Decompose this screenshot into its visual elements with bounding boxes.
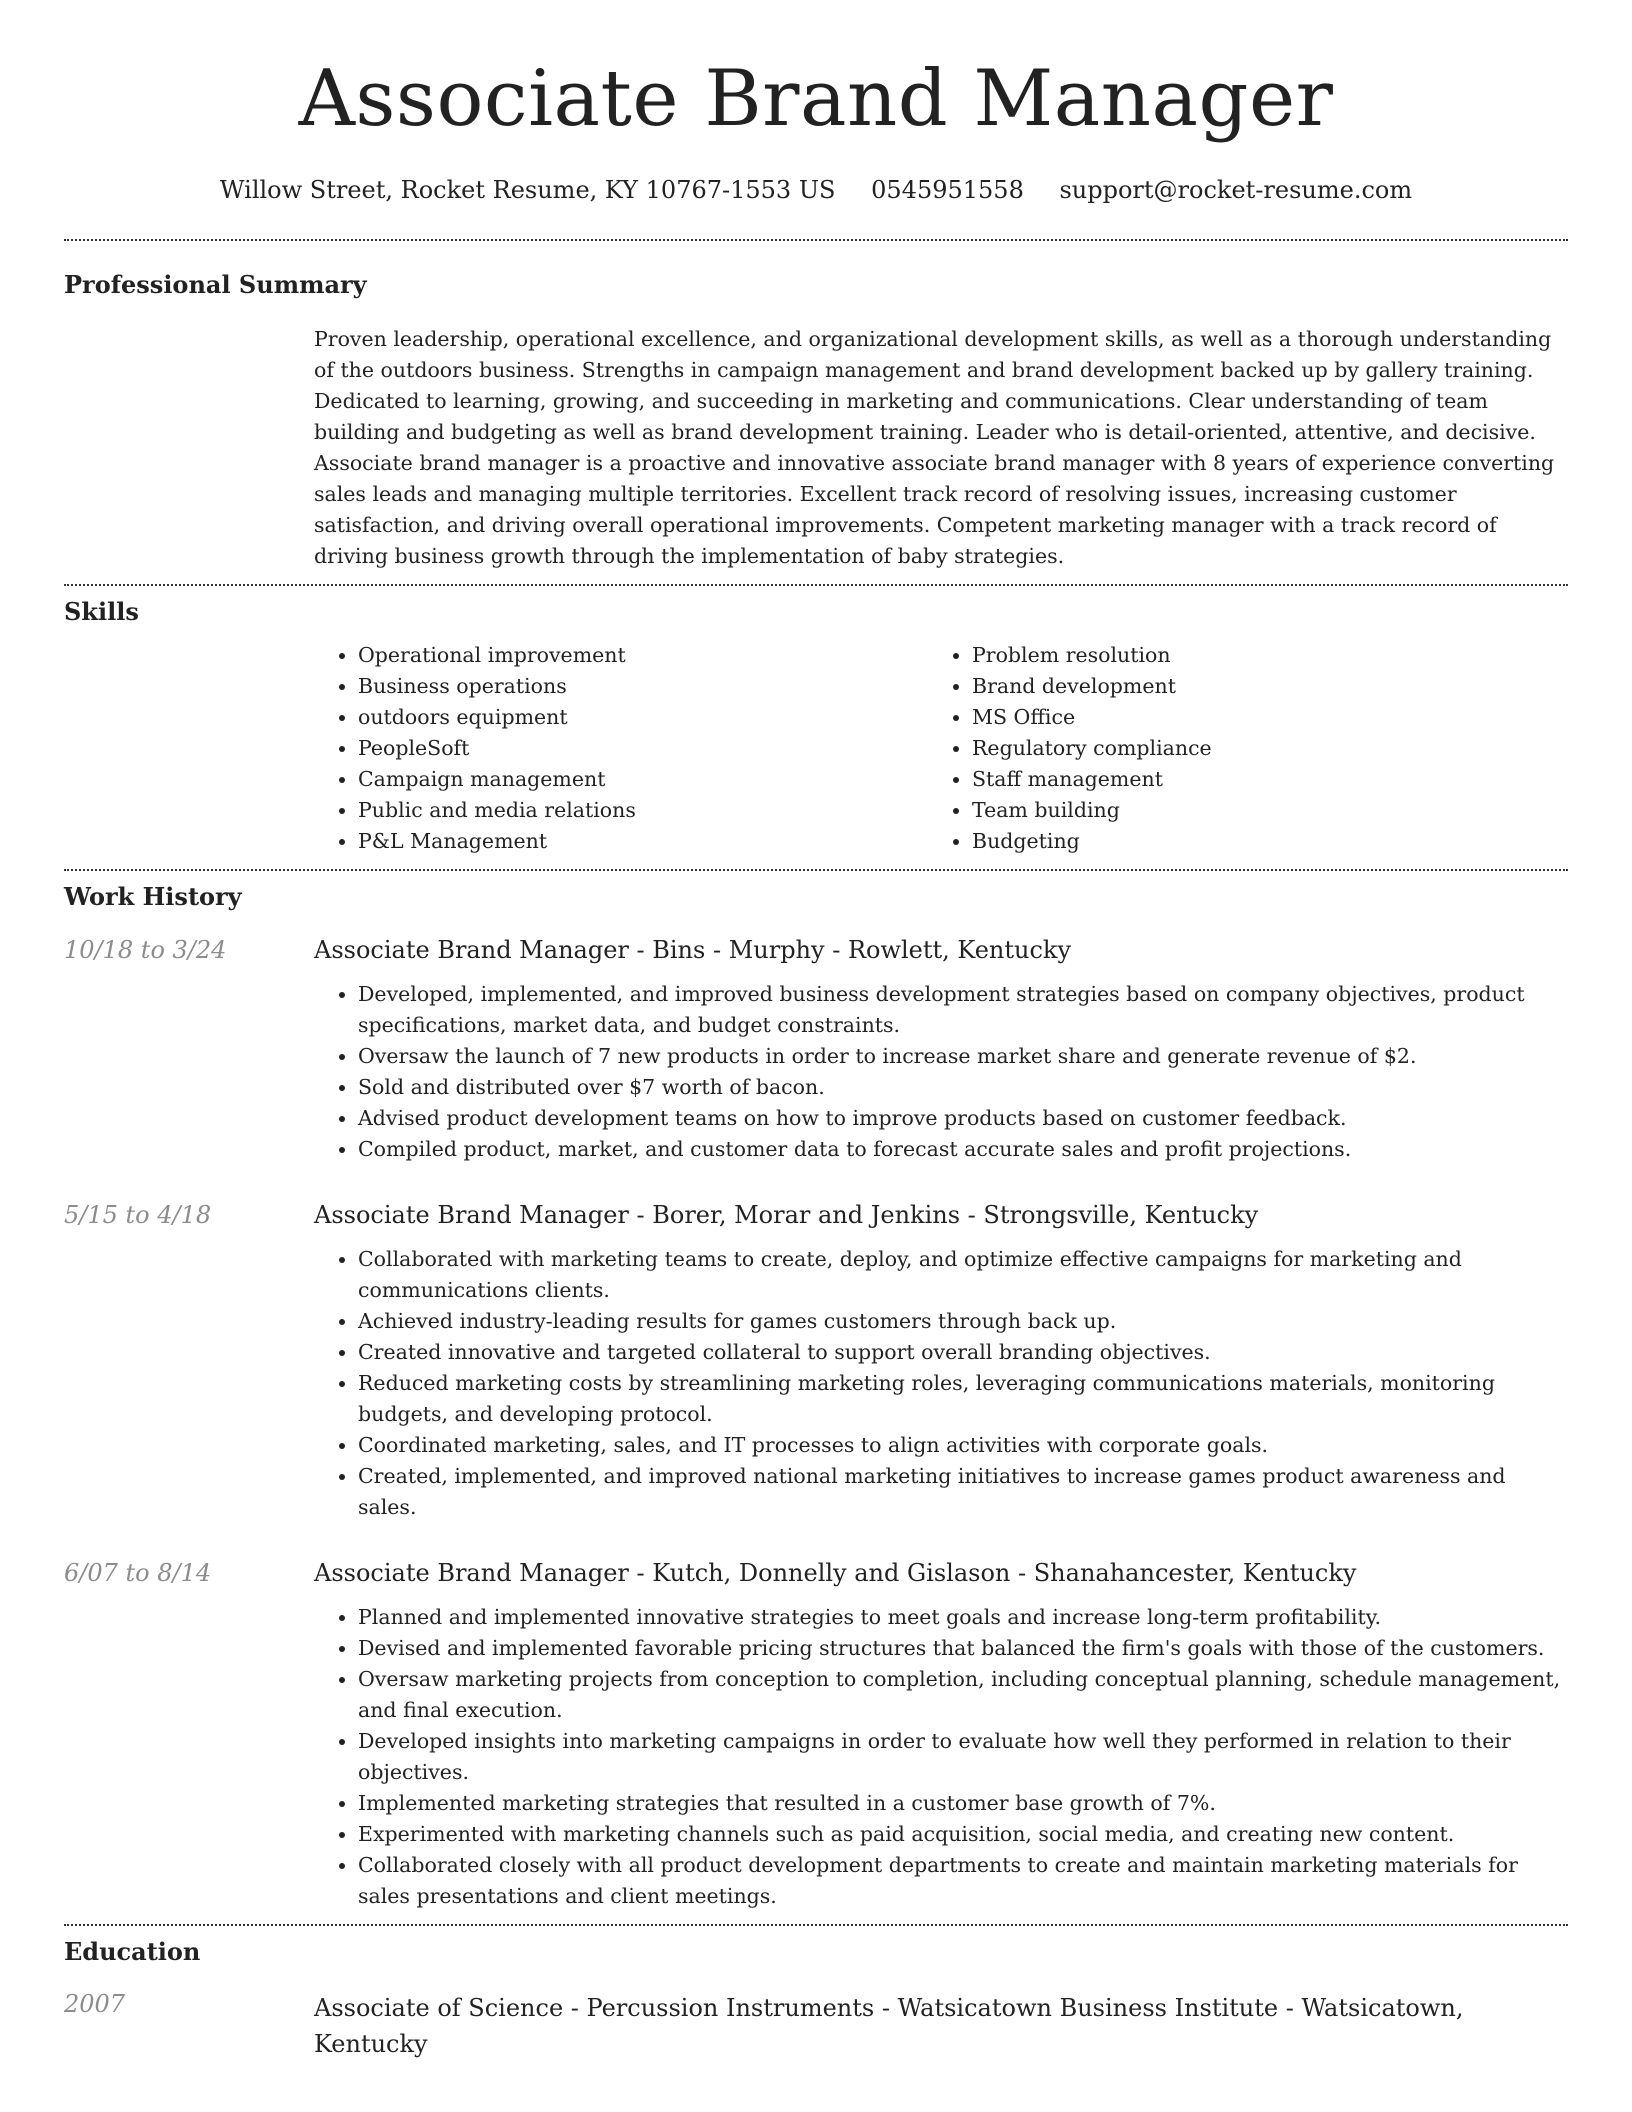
skill-item: • Team building (972, 795, 1212, 826)
education-entry (64, 1990, 1568, 2062)
job-bullet: • Collaborated with marketing teams to create, deploy, and optimize effective campaigns for marketing and communications clients. (358, 1244, 1568, 1306)
contact-email: support@rocket-resume.com (1059, 176, 1413, 204)
skill-item: • Regulatory compliance (972, 733, 1212, 764)
education-date: 2007 (64, 1990, 126, 2019)
education-details (314, 1990, 1568, 2062)
job-bullets (314, 1244, 1568, 1523)
job-details (314, 936, 1568, 1165)
job-bullet: • Achieved industry-leading results for games customers through back up. (358, 1306, 1568, 1337)
job-date: 5/15 to 4/18 (64, 1200, 212, 1229)
job-bullet: • Implemented marketing strategies that resulted in a customer base growth of 7%. (358, 1788, 1568, 1819)
job-date: 10/18 to 3/24 (64, 936, 227, 965)
summary-heading: Professional Summary (64, 269, 367, 299)
summary-section (64, 241, 1568, 572)
skill-item: • Brand development (972, 671, 1212, 702)
job-bullet: • Advised product development teams on how to improve products based on customer feedback. (358, 1103, 1568, 1134)
skill-item: • MS Office (972, 702, 1212, 733)
skill-item: • Staff management (972, 764, 1212, 795)
job-entry (64, 1201, 1568, 1523)
contact-line (64, 176, 1568, 205)
job-bullets (314, 1602, 1568, 1912)
skill-item: • Operational improvement (358, 640, 928, 671)
skill-item: • P&L Management (358, 826, 928, 857)
job-title: Associate Brand Manager - Borer, Morar and Jenkins - Strongsville, Kentucky (314, 1200, 1259, 1229)
job-bullet: • Developed, implemented, and improved business development strategies based on company objectives, product specifications, market data, and budget constraints. (358, 979, 1568, 1041)
skill-item: • PeopleSoft (358, 733, 928, 764)
job-bullet: • Created, implemented, and improved national marketing initiatives to increase games product awareness and sales. (358, 1461, 1568, 1523)
education-degree: Associate of Science - Percussion Instruments - Watsicatown Business Institute - Watsicatown, Kentucky (314, 1994, 1464, 2059)
candidate-name: Associate Brand Manager (298, 54, 1334, 144)
skill-item: • outdoors equipment (358, 702, 928, 733)
work-history-heading: Work History (64, 882, 242, 912)
job-entry (64, 1559, 1568, 1912)
skills-column-2 (928, 640, 1212, 857)
job-title: Associate Brand Manager - Kutch, Donnelly and Gislason - Shanahancester, Kentucky (314, 1558, 1357, 1587)
education-heading: Education (64, 1936, 201, 1966)
job-bullets (314, 979, 1568, 1165)
work-history-section (64, 871, 1568, 1911)
job-details (314, 1559, 1568, 1912)
skill-item: • Campaign management (358, 764, 928, 795)
job-bullet: • Coordinated marketing, sales, and IT processes to align activities with corporate goals. (358, 1430, 1568, 1461)
job-bullet: • Experimented with marketing channels such as paid acquisition, social media, and creating new content. (358, 1819, 1568, 1850)
skills-list (314, 640, 1568, 857)
skills-heading: Skills (64, 596, 139, 626)
contact-phone: 0545951558 (871, 176, 1024, 204)
skill-item: • Problem resolution (972, 640, 1212, 671)
skills-column-1 (314, 640, 928, 857)
job-date: 6/07 to 8/14 (64, 1558, 212, 1587)
job-bullet: • Developed insights into marketing campaigns in order to evaluate how well they performed in relation to their objectives. (358, 1726, 1568, 1788)
job-bullet: • Devised and implemented favorable pricing structures that balanced the firm's goals with those of the customers. (358, 1633, 1568, 1664)
skills-section (64, 586, 1568, 858)
job-bullet: • Created innovative and targeted collateral to support overall branding objectives. (358, 1337, 1568, 1368)
job-bullet: • Oversaw marketing projects from conception to completion, including conceptual planning, schedule management, and final execution. (358, 1664, 1568, 1726)
education-section (64, 1926, 1568, 2063)
job-bullet: • Collaborated closely with all product development departments to create and maintain marketing materials for sales presentations and client meetings. (358, 1850, 1568, 1912)
job-bullet: • Planned and implemented innovative strategies to meet goals and increase long-term profitability. (358, 1602, 1568, 1633)
contact-address: Willow Street, Rocket Resume, KY 10767-1553 US (219, 176, 836, 204)
summary-text: Proven leadership, operational excellence, and organizational development skills, as well as a thorough understanding of the outdoors business. Strengths in campaign management and brand development backed up by gallery training. Dedicated to learning, growing, and succeeding in marketing and communications. Clear understanding of team building and budgeting as well as brand development training. Leader who is detail-oriented, attentive, and decisive. Associate brand manager is a proactive and innovative associate brand manager with 8 years of experience converting sales leads and managing multiple territories. Excellent track record of resolving issues, increasing customer satisfaction, and driving overall operational improvements. Competent marketing manager with a track record of driving business growth through the implementation of baby strategies. (314, 326, 1555, 568)
skill-item: • Budgeting (972, 826, 1212, 857)
skill-item: • Business operations (358, 671, 928, 702)
job-bullet: • Sold and distributed over $7 worth of bacon. (358, 1072, 1568, 1103)
job-details (314, 1201, 1568, 1523)
job-bullet: • Oversaw the launch of 7 new products in order to increase market share and generate revenue of $2. (358, 1041, 1568, 1072)
job-bullet: • Reduced marketing costs by streamlining marketing roles, leveraging communications materials, monitoring budgets, and developing protocol. (358, 1368, 1568, 1430)
job-bullet: • Compiled product, market, and customer data to forecast accurate sales and profit projections. (358, 1134, 1568, 1165)
job-entry (64, 936, 1568, 1165)
skill-item: • Public and media relations (358, 795, 928, 826)
job-title: Associate Brand Manager - Bins - Murphy - Rowlett, Kentucky (314, 936, 1072, 965)
